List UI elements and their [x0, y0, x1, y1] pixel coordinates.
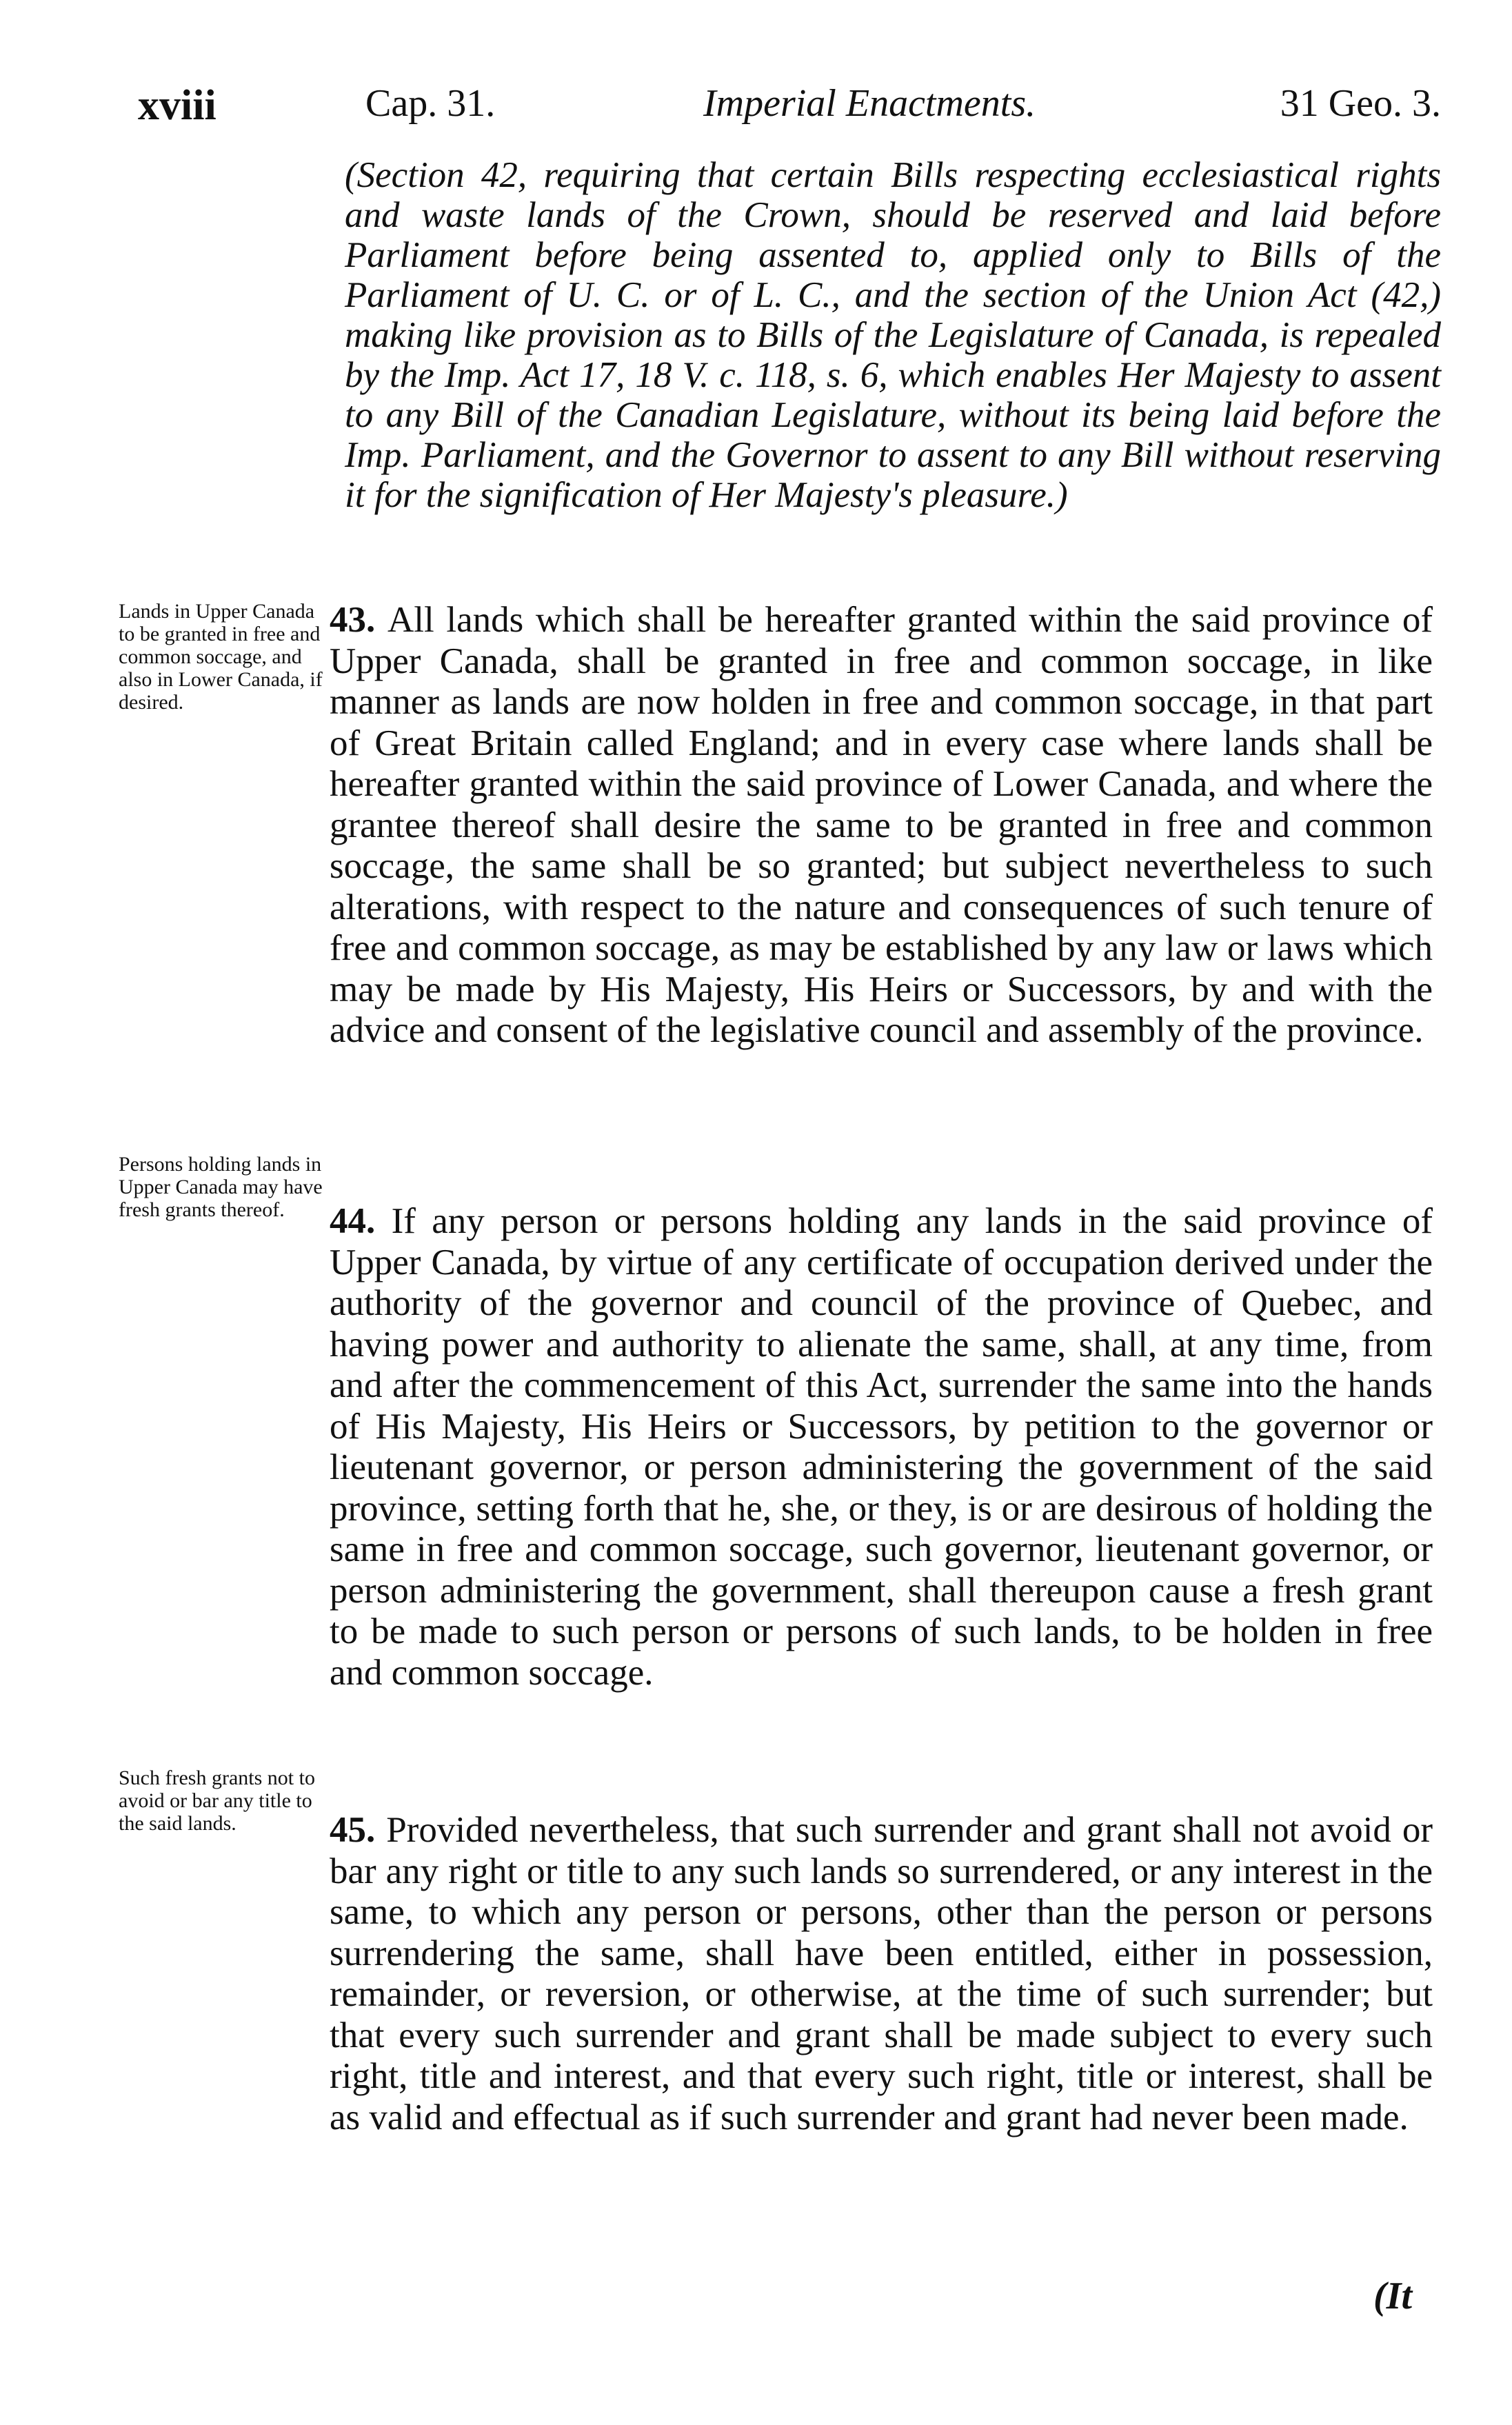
- running-title: Imperial Enactments.: [703, 82, 1036, 125]
- margin-note-section-45: Such fresh grants not to avoid or bar any title to the said lands.: [119, 1767, 315, 1835]
- catchword: (It: [1373, 2275, 1412, 2317]
- section-number: 43.: [330, 600, 387, 640]
- section-43: [330, 600, 1433, 1051]
- reign-label: 31 Geo. 3.: [1280, 82, 1441, 125]
- margin-note-section-43: Lands in Upper Canada to be granted in free and common soccage, and also in Lower Canada, if desired.: [119, 600, 323, 714]
- page-number: xviii: [138, 82, 216, 129]
- section-45: [330, 1810, 1433, 2138]
- section-text: If any person or persons holding any lands in the said province of Upper Canada, by virtue of any certificate of occupation derived under the authority of the governor and council of the province of Quebec, and having power and authority to alienate the same, shall, at any time, from and after the commencement of this Act, surrender the same into the hands of His Majesty, His Heirs or Successors, by petition to the governor or lieutenant governor, or person administering the government of the said province, setting forth that he, she, or they, is or are desirous of holding the same in free and common soccage, such governor, lieutenant governor, or person administering the government, shall thereupon cause a fresh grant to be made to such person or persons of such lands, to be holden in free and common soccage.: [330, 1201, 1433, 1693]
- section-text: Provided nevertheless, that such surrender and grant shall not avoid or bar any right or title to any such lands so surrendered, or any interest in the same, to which any person or persons, other than the person or persons surrendering the same, shall have been entitled, either in possession, remainder, or reversion, or otherwise, at the time of such surrender; but that every such surrender and grant shall be made subject to every such right, title and interest, and that every such right, title or interest, shall be as valid and effectual as if such surrender and grant had never been made.: [330, 1810, 1433, 2137]
- section-number: 44.: [330, 1201, 392, 1241]
- section-number: 45.: [330, 1810, 387, 1850]
- margin-note-section-44: Persons holding lands in Upper Canada may have fresh grants thereof.: [119, 1153, 323, 1221]
- section-text: All lands which shall be hereafter granted within the said province of Upper Canada, shall be granted in free and common soccage, in like manner as lands are now holden in free and common soccage, in that part of Great Britain called England; and in every case where lands shall be hereafter granted within the said province of Lower Canada, and where the grantee thereof shall desire the same to be granted in free and common soccage, the same shall be so granted; but subject nevertheless to such alterations, with respect to the nature and consequences of such tenure of free and common soccage, as may be established by any law or laws which may be made by His Majesty, His Heirs or Successors, by and with the advice and consent of the legislative council and assembly of the province.: [330, 600, 1433, 1050]
- editorial-note: (Section 42, requiring that certain Bills respecting ecclesiastical rights and waste lands of the Crown, should be reserved and laid before Parliament before being assented to, applied only to Bills of the Parliament of U. C. or of L. C., and the section of the Union Act (42,) making like provision as to Bills of the Legislature of Canada, is repealed by the Imp. Act 17, 18 V. c. 118, s. 6, which enables Her Majesty to assent to any Bill of the Canadian Legislature, without its being laid before the Imp. Parliament, and the Governor to assent to any Bill without reserving it for the signification of Her Majesty's pleasure.): [345, 155, 1441, 515]
- running-header: [138, 81, 1441, 137]
- section-44: [330, 1201, 1433, 1693]
- chapter-label: Cap. 31.: [365, 82, 496, 125]
